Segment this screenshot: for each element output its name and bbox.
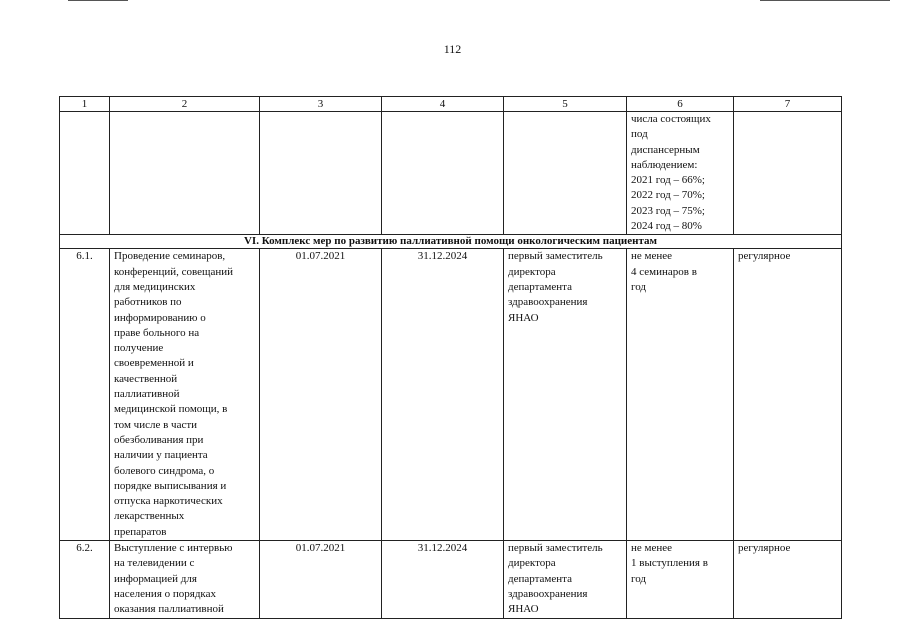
responsible-line: департамента (508, 280, 572, 293)
column-header-row (60, 97, 842, 112)
indicator-line: наблюдением: (631, 158, 698, 171)
activity-line: получение (114, 342, 164, 355)
end-date: 31.12.2024 (382, 541, 504, 618)
responsible-cell (504, 249, 627, 541)
activity-line: обезболивания при (114, 433, 204, 446)
column-header-4: 4 (382, 97, 504, 112)
activity-line: населения о порядках (114, 587, 216, 600)
indicator-line: год (631, 280, 647, 293)
activity-line: информацией для (114, 572, 197, 585)
indicator-line: числа состоящих (631, 113, 711, 125)
activity-cell (110, 249, 260, 541)
responsible-line: ЯНАО (508, 603, 539, 616)
indicator-line: под (631, 128, 648, 141)
top-rule-right (760, 0, 890, 1)
activity-line: конференций, совещаний (114, 265, 234, 278)
activity-line: том числе в части (114, 418, 198, 431)
indicator-line: 4 семинаров в (631, 265, 697, 278)
activity-line: на телевидении с (114, 557, 195, 570)
plan-table (59, 96, 842, 619)
responsible-line: ЯНАО (508, 311, 539, 324)
indicator-line: 1 выступления в (631, 557, 708, 570)
column-header-6: 6 (627, 97, 734, 112)
activity-line: болевого синдрома, о (114, 464, 215, 477)
indicator-line: не менее (631, 542, 673, 555)
indicator-line: 2021 год – 66%; (631, 174, 705, 187)
indicator-line: 2024 год – 80% (631, 220, 702, 233)
column-header-3: 3 (260, 97, 382, 112)
column-header-2: 2 (110, 97, 260, 112)
activity-line: для медицинских (114, 280, 196, 293)
start-date: 01.07.2021 (260, 541, 382, 618)
continuation-indicator-cell (627, 112, 734, 235)
responsible-line: директора (508, 557, 556, 570)
activity-line: Выступление с интервью (114, 542, 233, 555)
page-number: 112 (443, 42, 462, 56)
indicator-line: год (631, 572, 647, 585)
activity-line: оказания паллиативной (114, 603, 224, 616)
responsible-cell (504, 541, 627, 618)
activity-line: своевременной и (114, 357, 194, 370)
responsible-line: первый заместитель (508, 250, 603, 263)
table-row-6-1 (60, 249, 842, 541)
activity-line: Проведение семинаров, (114, 250, 226, 263)
activity-line: праве больного на (114, 326, 200, 339)
activity-line: порядке выписывания и (114, 479, 227, 492)
responsible-line: департамента (508, 572, 572, 585)
continuation-cell-2 (110, 112, 260, 235)
activity-cell (110, 541, 260, 618)
activity-line: наличии у пациента (114, 449, 208, 462)
activity-line: качественной (114, 372, 178, 385)
responsible-line: директора (508, 265, 556, 278)
indicator-line: 2022 год – 70%; (631, 189, 705, 202)
indicator-line: 2023 год – 75%; (631, 204, 705, 217)
indicator-cell (627, 249, 734, 541)
activity-line: лекарственных (114, 510, 185, 523)
continuation-cell-4 (382, 112, 504, 235)
responsible-line: первый заместитель (508, 542, 603, 555)
periodicity-cell: регулярное (734, 249, 842, 541)
continuation-cell-5 (504, 112, 627, 235)
indicator-line: диспансерным (631, 143, 700, 156)
start-date: 01.07.2021 (260, 249, 382, 541)
indicator-cell (627, 541, 734, 618)
indicator-line: не менее (631, 250, 673, 263)
continuation-row (60, 112, 842, 235)
activity-line: отпуска наркотических (114, 495, 223, 508)
responsible-line: здравоохранения (508, 587, 588, 600)
activity-line: работников по (114, 296, 182, 309)
row-number: 6.2. (60, 541, 110, 618)
section-heading-row (60, 235, 842, 249)
end-date: 31.12.2024 (382, 249, 504, 541)
continuation-cell-3 (260, 112, 382, 235)
periodicity-cell: регулярное (734, 541, 842, 618)
column-header-5: 5 (504, 97, 627, 112)
continuation-cell-7 (734, 112, 842, 235)
activity-line: медицинской помощи, в (114, 403, 228, 416)
activity-line: препаратов (114, 525, 167, 538)
continuation-cell-1 (60, 112, 110, 235)
top-rule-left (68, 0, 128, 1)
table-row-6-2 (60, 541, 842, 618)
responsible-line: здравоохранения (508, 296, 588, 309)
column-header-1: 1 (60, 97, 110, 112)
activity-line: паллиативной (114, 388, 180, 401)
row-number: 6.1. (60, 249, 110, 541)
column-header-7: 7 (734, 97, 842, 112)
section-heading: VI. Комплекс мер по развитию паллиативной помощи онкологическим пациентам (60, 235, 842, 249)
activity-line: информированию о (114, 311, 206, 324)
